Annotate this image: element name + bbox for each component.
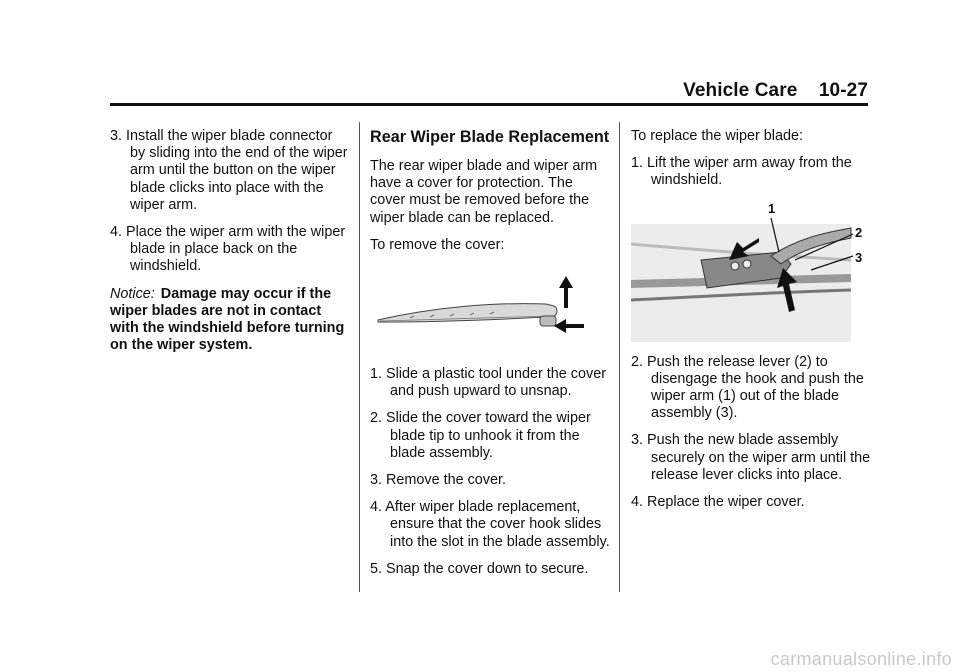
- arrow-left-icon: [554, 319, 584, 333]
- step-text: Slide a plastic tool under the cover and push upward to unsnap.: [386, 366, 606, 400]
- list-item: [370, 561, 612, 578]
- callout-3: 3: [855, 249, 863, 265]
- step-number: 3.: [370, 472, 383, 489]
- step-text: Place the wiper arm with the wiper blade in place back on the windshield.: [126, 224, 346, 275]
- step-number: 4.: [370, 499, 383, 516]
- step-text: Lift the wiper arm away from the windshield.: [647, 155, 852, 189]
- notice-text: Damage may occur if the wiper blades are not in contact with the windshield before turning on the wiper system.: [110, 285, 345, 354]
- callout-1: 1: [768, 200, 776, 216]
- header-title: [683, 80, 868, 102]
- header-page-number: 10-27: [818, 80, 868, 101]
- list-item: [631, 155, 871, 189]
- column-2: [370, 128, 612, 588]
- list-item: [631, 494, 871, 511]
- callout-2: 2: [855, 224, 863, 240]
- list-item: [370, 499, 612, 551]
- step-text: Snap the cover down to secure.: [386, 560, 589, 577]
- list-item: [110, 128, 350, 214]
- remove-cover-label: To remove the cover:: [370, 236, 505, 253]
- intro-paragraph: The rear wiper blade and wiper arm have a cover for protection. The cover must be removed before the wiper blade can be replaced.: [370, 158, 598, 226]
- step-number: 1.: [631, 155, 644, 172]
- step-text: Remove the cover.: [386, 472, 506, 489]
- header-rule: [110, 103, 868, 106]
- step-text: Replace the wiper cover.: [647, 494, 805, 511]
- notice-label: Notice:: [110, 285, 155, 302]
- notice: [110, 286, 350, 355]
- header-section: Vehicle Care: [683, 80, 798, 101]
- step-text: Slide the cover toward the wiper blade tip to unhook it from the blade assembly.: [386, 410, 591, 461]
- column-1: [110, 128, 350, 354]
- step-number: 3.: [110, 128, 123, 144]
- step-text: Push the release lever (2) to disengage the hook and push the wiper arm (1) out of the blade assembly (3).: [647, 353, 864, 422]
- list-item: [631, 432, 871, 484]
- step-number: 3.: [631, 432, 644, 449]
- step-number: 4.: [631, 494, 644, 511]
- list-item: [370, 472, 612, 489]
- replace-blade-label: To replace the wiper blade:: [631, 128, 803, 144]
- column-divider-1: [359, 122, 360, 592]
- list-item: [110, 224, 350, 276]
- step-text: After wiper blade replacement, ensure that the cover hook slides into the slot in the blade assembly.: [385, 499, 610, 550]
- wiper-arm-illustration: [631, 204, 871, 342]
- list-item: [370, 410, 612, 462]
- step-number: 2.: [631, 353, 644, 370]
- section-heading: Rear Wiper Blade Replacement: [370, 128, 610, 146]
- wiper-cover-illustration: [370, 264, 612, 354]
- step-text: Push the new blade assembly securely on the wiper arm until the release lever clicks into place.: [647, 432, 871, 483]
- step-number: 5.: [370, 560, 383, 577]
- list-item: [631, 354, 871, 423]
- list-item: [370, 366, 612, 400]
- footer-watermark: carmanualsonline.info: [770, 649, 952, 669]
- step-number: 1.: [370, 366, 383, 383]
- wiper-cover-figure: [370, 264, 612, 354]
- arrow-up-icon: [559, 276, 573, 308]
- column-3: [631, 128, 871, 521]
- step-number: 2.: [370, 410, 383, 427]
- step-number: 4.: [110, 224, 123, 241]
- wiper-arm-figure: [631, 200, 871, 342]
- column-divider-2: [619, 122, 620, 592]
- step-text: Install the wiper blade connector by sliding into the end of the wiper arm until the button on the wiper blade clicks into place with the wiper arm.: [126, 128, 348, 213]
